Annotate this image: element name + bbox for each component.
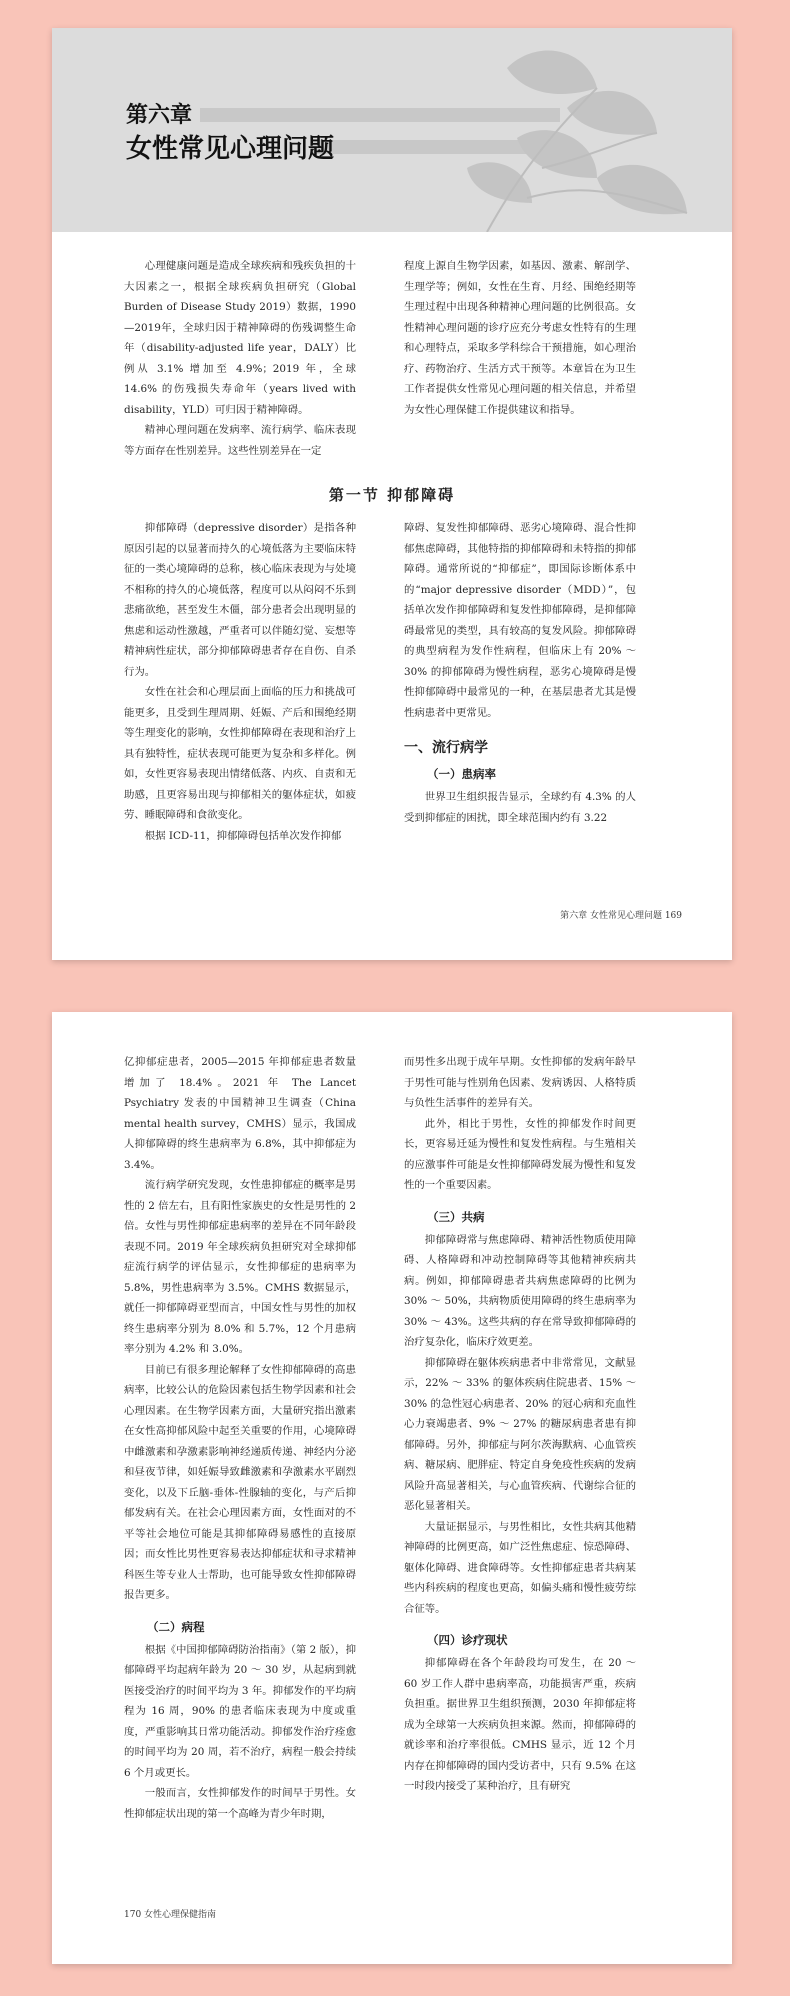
subheading: （三）共病 xyxy=(427,1209,485,1224)
chapter-label: 第六章 xyxy=(126,103,193,128)
page-footer: 第六章 女性常见心理问题 169 xyxy=(560,911,682,921)
book-page-170 xyxy=(52,1012,732,1964)
paragraph: 心理健康问题是造成全球疾病和残疾负担的十大因素之一，根据全球疾病负担研究（Global Burden of Disease Study 2019）数据，1990—2019年，全球归因于精神障碍的伤残调整生命年（disability-adjusted life year，DALY）比例从 3.1% 增加至 4.9%；2019 年，全球 14.6% 的伤残损失寿命年（years lived with disability，YLD）可归因于精神障碍。 xyxy=(124,260,356,416)
paragraph: 程度上源自生物学因素，如基因、激素、解剖学、生理学等；例如，女性在生育、月经、围绝经期等生理过程中出现各种精神心理问题的比例很高。女性精神心理问题的诊疗应充分考虑女性特有的生理和心理特点，采取多学科综合干预措施，如心理治疗、药物治疗、生活方式干预等。本章旨在为卫生工作者提供女性常见心理问题的相关信息，并希望为女性心理保健工作提供建议和指导。 xyxy=(404,260,636,416)
paragraph: 而男性多出现于成年早期。女性抑郁的发病年龄早于男性可能与性别角色因素、发病诱因、人格特质与负性生活事件的差异有关。 xyxy=(404,1056,636,1109)
paragraph: 抑郁障碍在躯体疾病患者中非常常见，文献显示，22% ～ 33% 的躯体疾病住院患者、15% ～ 30% 的急性冠心病患者、20% 的冠心病和充血性心力衰竭患者、9% ～ 27% 的糖尿病患者患有抑郁障碍。另外，抑郁症与阿尔茨海默病、心血管疾病、糖尿病、肥胖症、特定自身免疫性疾病的发病风险升高显著相关，与心血管疾病、代谢综合征的恶化显著相关。 xyxy=(404,1356,636,1512)
page-footer: 170 女性心理保健指南 xyxy=(124,1910,217,1920)
paragraph: 抑郁障碍在各个年龄段均可发生，在 20 ～ 60 岁工作人群中患病率高，功能损害严重，疾病负担重。据世界卫生组织预测，2030 年抑郁症将成为全球第一大疾病负担来源。然而，抑郁障碍的就诊率和治疗率很低。CMHS 显示，近 12 个月内存在抑郁障碍的国内受访者中，只有 9.5% 在这一时段内接受了某种治疗，且有研究 xyxy=(404,1657,636,1792)
chapter-title: 女性常见心理问题 xyxy=(126,134,335,164)
section-title: 第一节 抑郁障碍 xyxy=(328,486,456,504)
paragraph: 抑郁障碍（depressive disorder）是指各种原因引起的以显著而持久的心境低落为主要临床特征的一类心境障碍的总称，核心临床表现为与处境不相称的持久的心境低落，程度可以从闷闷不乐到悲痛欲绝，甚至发生木僵，部分患者会出现明显的焦虑和运动性激越，严重者可以伴随幻觉、妄想等精神病性症状，部分抑郁障碍患者存在自伤、自杀行为。 xyxy=(124,522,356,678)
intro-right-column xyxy=(404,256,636,420)
paragraph: 亿抑郁症患者，2005—2015 年抑郁症患者数量增加了 18.4%。2021 年 The Lancet Psychiatry 发表的中国精神卫生调查（China mental health survey，CMHS）显示，我国成人抑郁障碍的终生患病率为 6.8%，其中抑郁症为 3.4%。 xyxy=(124,1056,356,1171)
paragraph: 大量证据显示，与男性相比，女性共病其他精神障碍的比例更高，如广泛性焦虑症、惊恐障碍、躯体化障碍、进食障碍等。女性抑郁症患者共病某些内科疾病的程度也更高，如偏头痛和慢性疲劳综合征等。 xyxy=(404,1520,636,1615)
subheading: （二）病程 xyxy=(147,1619,205,1634)
paragraph: 目前已有很多理论解释了女性抑郁障碍的高患病率，比较公认的危险因素包括生物学因素和社会心理因素。在生物学因素方面，大量研究指出激素在女性高抑郁风险中起至关重要的作用，心境障碍中雌激素和孕激素影响神经递质传递、神经内分泌和昼夜节律，如妊娠导致雌激素和孕激素水平剧烈变化，以及下丘脑-垂体-性腺轴的变化，与产后抑郁发病有关。在社会心理因素方面，女性面对的不平等社会地位可能是其抑郁障碍易感性的直接原因；而女性比男性更容易表达抑郁症状和寻求精神科医生等专业人士帮助，也可能导致女性抑郁障碍报告更多。 xyxy=(124,1363,356,1601)
left-column xyxy=(124,1052,356,1824)
body-right-column xyxy=(404,518,636,828)
paragraph: 女性在社会和心理层面上面临的压力和挑战可能更多，且受到生理周期、妊娠、产后和围绝经期等生理变化的影响，女性抑郁障碍在表现和治疗上具有独特性，症状表现可能更为复杂和多样化。例如，女性更容易表现出情绪低落、内疚、自责和无助感，且更容易出现与抑郁相关的躯体症状，如疲劳、睡眠障碍和食欲变化。 xyxy=(124,686,356,821)
book-page-169 xyxy=(52,28,732,960)
heading-epidemiology: 一、流行病学 xyxy=(404,740,488,756)
paragraph: 此外，相比于男性，女性的抑郁发作时间更长，更容易迁延为慢性和复发性病程。与生殖相关的应激事件可能是女性抑郁障碍发展为慢性和复发性的一个重要因素。 xyxy=(404,1117,636,1191)
paragraph: 流行病学研究发现，女性患抑郁症的概率是男性的 2 倍左右，且有阳性家族史的女性是男性的 2 倍。女性与男性抑郁症患病率的差异在不同年龄段表现不同。2019 年全球疾病负担研究对全球抑郁症流行病学的评估显示，女性抑郁症的患病率为 5.8%，男性患病率为 3.5%。CMHS 数据显示，就任一抑郁障碍亚型而言，中国女性与男性的加权终生患病率分别为 8.0% 和 5.7%，12 个月患病率分别为 4.2% 和 3.0%。 xyxy=(124,1179,356,1355)
intro-left-column xyxy=(124,256,356,461)
paragraph: 世界卫生组织报告显示，全球约有 4.3% 的人受到抑郁症的困扰，即全球范围内约有 3.22 xyxy=(404,791,636,824)
paragraph: 根据 ICD-11，抑郁障碍包括单次发作抑郁 xyxy=(144,829,342,842)
paragraph: 抑郁障碍常与焦虑障碍、精神活性物质使用障碍、人格障碍和冲动控制障碍等其他精神疾病共病。例如，抑郁障碍患者共病焦虑障碍的比例为 30% ～ 50%，共病物质使用障碍的终生患病率为 30% ～ 43%。这些共病的存在常导致抑郁障碍的治疗复杂化，临床疗效更差。 xyxy=(404,1233,636,1348)
right-column xyxy=(404,1052,636,1797)
paragraph: 障碍、复发性抑郁障碍、恶劣心境障碍、混合性抑郁焦虑障碍，其他特指的抑郁障碍和未特指的抑郁障碍。通常所说的“抑郁症”，即国际诊断体系中的“major depressive disorder（MDD）”，包括单次发作抑郁障碍和复发性抑郁障碍，是抑郁障碍最常见的类型，具有较高的复发风险。抑郁障碍的典型病程为发作性病程，但临床上有 20% ～ 30% 的抑郁障碍为慢性病程，恶劣心境障碍是慢性抑郁障碍中最常见的一种，在基层患者尤其是慢性病患者中更常见。 xyxy=(404,522,636,719)
paragraph: 精神心理问题在发病率、流行病学、临床表现等方面存在性别差异。这些性别差异在一定 xyxy=(124,424,356,457)
leaf-illustration-icon xyxy=(447,28,732,232)
subheading: （四）诊疗现状 xyxy=(427,1633,508,1647)
subheading-prevalence: （一）患病率 xyxy=(427,767,496,781)
paragraph: 根据《中国抑郁障碍防治指南》（第 2 版），抑郁障碍平均起病年龄为 20 ～ 30 岁，从起病到就医接受治疗的时间平均为 3 年。抑郁发作的平均病程为 16 周，90% 的患者临床表现为中度或重度，严重影响其日常功能活动。抑郁发作治疗痊愈的时间平均为 20 周，若不治疗，病程一般会持续 6 个月或更长。 xyxy=(124,1643,356,1779)
paragraph: 一般而言，女性抑郁发作的时间早于男性。女性抑郁症状出现的第一个高峰为青少年时期， xyxy=(124,1787,356,1820)
body-left-column xyxy=(124,518,356,846)
